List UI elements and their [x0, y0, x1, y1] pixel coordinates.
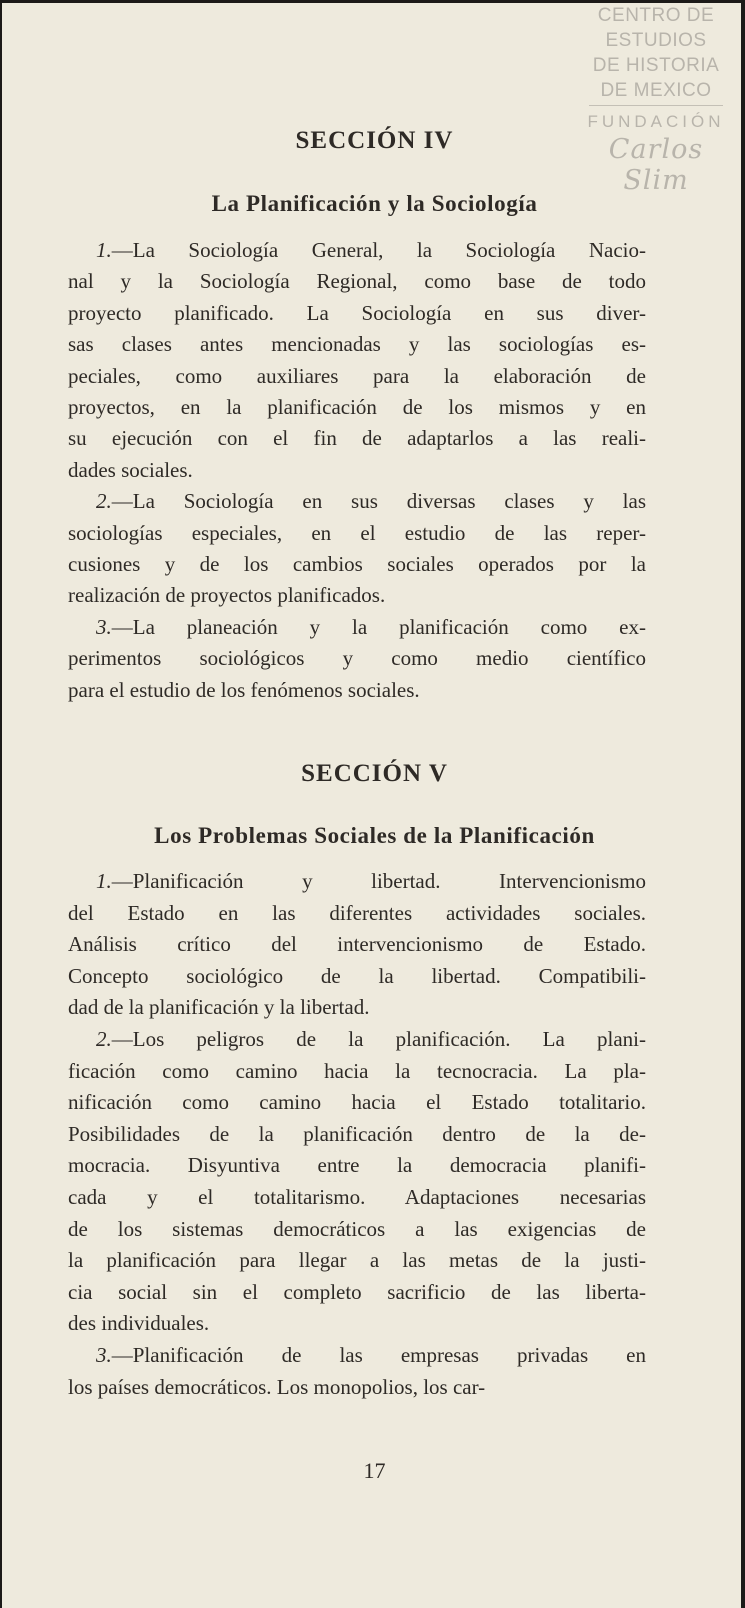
line-text: sociologías especiales, en el estudio de las reper- [68, 520, 646, 545]
line-text: nal y la Sociología Regional, como base de todo [68, 269, 646, 294]
text-line [68, 393, 646, 421]
line-text: —La planeación y la planificación como ex- [111, 614, 646, 639]
text-line [68, 676, 646, 704]
text-line [96, 236, 646, 264]
page-number: 17 [363, 1458, 386, 1483]
item-number: 1. [96, 869, 112, 893]
line-text: realización de proyectos planificados. [68, 583, 386, 608]
line-text: —Planificación de las empresas privadas en [111, 1343, 646, 1367]
text-line [68, 899, 646, 927]
line-text: de los sistemas democráticos a las exigencias de [68, 1216, 646, 1241]
text-line [68, 330, 646, 358]
item-number: 3. [96, 1343, 112, 1367]
line-text: Posibilidades de la planificación dentro de la de- [68, 1121, 646, 1146]
text-line [68, 1309, 646, 1337]
item-number: 2. [96, 1027, 112, 1051]
text-line [96, 487, 646, 515]
text-line [68, 1088, 646, 1116]
line-text: cia social sin el completo sacrificio de las liberta- [68, 1279, 646, 1304]
line-text: del Estado en las diferentes actividades sociales. [68, 900, 646, 925]
line-text: Análisis crítico del intervencionismo de Estado. [68, 932, 646, 957]
text-line [68, 550, 646, 578]
section-v-subtitle: Los Problemas Sociales de la Planificación [154, 823, 595, 848]
stamp-line: ESTUDIOS [605, 30, 707, 51]
text-line [68, 993, 646, 1021]
line-text: nificación como camino hacia el Estado totalitario. [68, 1090, 646, 1115]
line-text: perimentos sociológicos y como medio científico [68, 646, 646, 671]
text-line [68, 424, 646, 452]
line-text: dades sociales. [68, 457, 193, 482]
text-line [68, 1373, 646, 1401]
section-v-heading: SECCIÓN V [301, 760, 448, 787]
line-text: —Planificación y libertad. Intervencionismo [111, 869, 646, 893]
text-line [96, 1025, 646, 1053]
text-line [68, 299, 646, 327]
line-text: peciales, como auxiliares para la elaboración de [68, 363, 646, 388]
line-text: para el estudio de los fenómenos sociales. [68, 677, 420, 702]
text-line [68, 1151, 646, 1179]
stamp-line: DE MEXICO [600, 80, 712, 101]
line-text: —La Sociología en sus diversas clases y las [111, 489, 646, 514]
section-iv-heading: SECCIÓN IV [295, 127, 454, 154]
text-line [68, 930, 646, 958]
text-line [68, 519, 646, 547]
line-text: —Los peligros de la planificación. La plani- [111, 1027, 646, 1051]
line-text: proyectos, en la planificación de los mismos y en [68, 395, 646, 419]
stamp-signature: Carlos Slim [608, 134, 704, 196]
section-iv-subtitle: La Planificación y la Sociología [211, 191, 538, 216]
line-text: proyecto planificado. La Sociología en sus diver- [68, 300, 646, 325]
text-line [68, 962, 646, 990]
text-line [68, 362, 646, 390]
archive-stamp [581, 3, 731, 196]
line-text: cusiones y de los cambios sociales operados por la [68, 552, 646, 576]
line-text: dad de la planificación y la libertad. [68, 995, 370, 1020]
item-number: 1. [96, 238, 112, 262]
text-line [96, 867, 646, 895]
line-text: ficación como camino hacia la tecnocracia. La pla- [68, 1058, 646, 1083]
text-line [96, 613, 646, 641]
line-text: cada y el totalitarismo. Adaptaciones necesarias [68, 1185, 646, 1209]
text-line [96, 1341, 646, 1369]
line-text: la planificación para llegar a las metas de la justi- [68, 1248, 646, 1273]
stamp-line: DE HISTORIA [592, 55, 720, 76]
line-text: —La Sociología General, la Sociología Nacio- [111, 238, 646, 262]
text-line [68, 1215, 646, 1243]
text-line [68, 581, 646, 609]
text-line [68, 1278, 646, 1306]
text-line [68, 267, 646, 295]
stamp-line: CENTRO DE [597, 5, 715, 26]
line-text: su ejecución con el fin de adaptarlos a las reali- [68, 426, 646, 451]
line-text: mocracia. Disyuntiva entre la democracia planifi- [68, 1153, 646, 1178]
text-line [68, 1120, 646, 1148]
item-number: 2. [96, 489, 112, 514]
line-text: sas clases antes mencionadas y las sociologías es- [68, 332, 646, 357]
line-text: Concepto sociológico de la libertad. Compatibili- [68, 963, 646, 988]
text-line [68, 1246, 646, 1274]
item-number: 3. [96, 614, 112, 639]
line-text: des individuales. [68, 1311, 210, 1336]
text-line [68, 456, 646, 484]
text-line [68, 1057, 646, 1085]
text-line [68, 644, 646, 672]
text-line [68, 1183, 646, 1211]
stamp-fundacion: FUNDACIÓN [587, 112, 725, 131]
line-text: los países democráticos. Los monopolios, los car- [68, 1374, 486, 1399]
